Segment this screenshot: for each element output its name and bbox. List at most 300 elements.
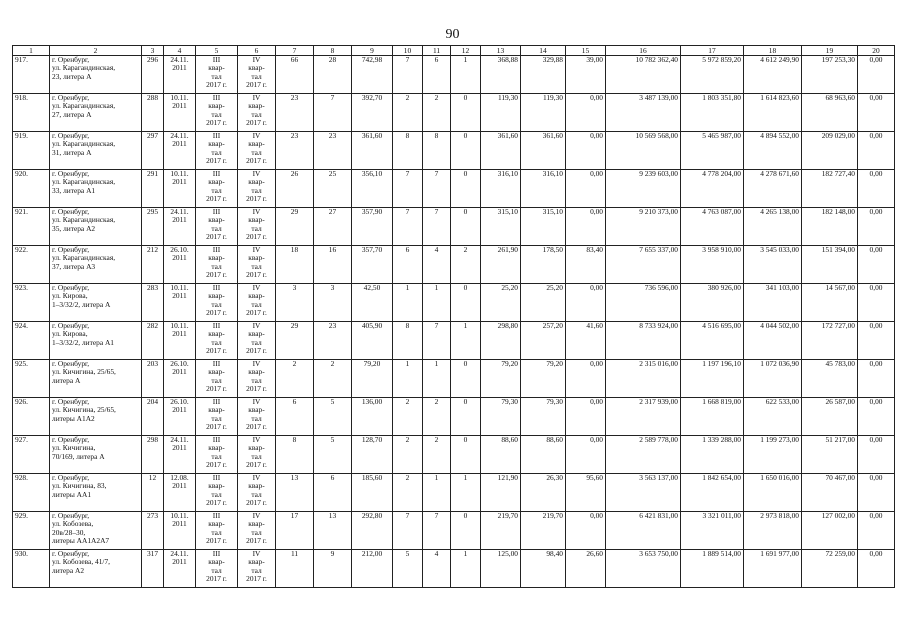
- col-7: 17: [276, 512, 314, 550]
- col-17: 5 465 987,00: [681, 132, 744, 170]
- address-cell-line: 1–3/32/2, литера А: [52, 299, 111, 309]
- table-row: [13, 512, 895, 550]
- quarter-end-cell-line: тал: [251, 413, 262, 423]
- quarter-end-cell-line: 2017 г.: [246, 536, 267, 546]
- col-17: 3 321 011,00: [681, 512, 744, 550]
- quarter-end-cell-line: квар-: [248, 215, 265, 225]
- address-cell-line: литеры АА1А2А7: [52, 536, 110, 546]
- row-number: 927.: [13, 436, 50, 474]
- col-16: 10 569 568,00: [606, 132, 681, 170]
- col-16: 2 589 778,00: [606, 436, 681, 474]
- quarter-end-cell-line: 2017 г.: [246, 156, 267, 166]
- table-row: [13, 246, 895, 284]
- quarter-start-cell-line: тал: [211, 413, 222, 423]
- date-cell-line: 2011: [172, 291, 187, 301]
- quarter-end-cell-line: IV: [252, 169, 261, 178]
- quarter-start-cell-line: 2017 г.: [206, 194, 227, 204]
- col-9: 742,98: [352, 56, 393, 94]
- col-3: 203: [142, 360, 164, 398]
- col-8: 7: [314, 94, 352, 132]
- date-cell: [164, 512, 196, 550]
- col-7: 29: [276, 208, 314, 246]
- col-8: 6: [314, 474, 352, 512]
- col-9: 405,90: [352, 322, 393, 360]
- col-9: 79,20: [352, 360, 393, 398]
- col-10: 2: [393, 94, 423, 132]
- quarter-start-cell-line: тал: [211, 527, 222, 537]
- col-14: 88,60: [521, 436, 566, 474]
- col-3: 295: [142, 208, 164, 246]
- col-15: 0,00: [566, 170, 606, 208]
- col-9: 357,90: [352, 208, 393, 246]
- date-cell-line: 10.11.: [170, 511, 189, 520]
- col-12: 0: [451, 284, 481, 322]
- address-cell: [50, 360, 142, 398]
- date-cell: [164, 436, 196, 474]
- date-cell-line: 24.11.: [170, 131, 189, 140]
- col-10: 2: [393, 398, 423, 436]
- column-number-20: 20: [858, 46, 895, 56]
- col-14: 79,20: [521, 360, 566, 398]
- quarter-end-cell-line: квар-: [248, 443, 265, 453]
- col-18: 1 614 823,60: [744, 94, 802, 132]
- table-row: [13, 94, 895, 132]
- column-number-12: 12: [451, 46, 481, 56]
- date-cell: [164, 322, 196, 360]
- quarter-end-cell: [238, 398, 276, 436]
- quarter-start-cell-line: III: [212, 169, 221, 178]
- quarter-end-cell-line: IV: [252, 359, 261, 368]
- quarter-end-cell-line: IV: [252, 245, 261, 254]
- col-20: 0,00: [858, 398, 895, 436]
- quarter-start-cell-line: квар-: [208, 329, 225, 339]
- col-15: 0,00: [566, 436, 606, 474]
- quarter-end-cell-line: тал: [251, 527, 262, 537]
- address-cell-line: 31, литера А: [52, 147, 92, 157]
- table-row: [13, 550, 895, 588]
- col-20: 0,00: [858, 474, 895, 512]
- col-15: 0,00: [566, 284, 606, 322]
- quarter-end-cell-line: тал: [251, 147, 262, 157]
- quarter-end-cell-line: тал: [251, 375, 262, 385]
- col-15: 83,40: [566, 246, 606, 284]
- row-number: 917.: [13, 56, 50, 94]
- col-13: 315,10: [481, 208, 521, 246]
- row-number: 920.: [13, 170, 50, 208]
- col-18: 4 044 502,00: [744, 322, 802, 360]
- address-cell-line: г. Оренбург,: [52, 359, 90, 368]
- col-15: 26,60: [566, 550, 606, 588]
- col-13: 298,80: [481, 322, 521, 360]
- quarter-start-cell-line: квар-: [208, 557, 225, 567]
- col-14: 178,50: [521, 246, 566, 284]
- date-cell-line: 2011: [172, 329, 187, 339]
- col-18: 1 650 016,00: [744, 474, 802, 512]
- quarter-end-cell: [238, 208, 276, 246]
- date-cell: [164, 360, 196, 398]
- quarter-start-cell-line: тал: [211, 185, 222, 195]
- col-12: 0: [451, 436, 481, 474]
- col-7: 6: [276, 398, 314, 436]
- quarter-start-cell: [196, 208, 238, 246]
- col-8: 9: [314, 550, 352, 588]
- quarter-start-cell-line: III: [212, 245, 221, 254]
- address-cell: [50, 512, 142, 550]
- date-cell: [164, 132, 196, 170]
- col-12: 1: [451, 474, 481, 512]
- quarter-end-cell-line: IV: [252, 473, 261, 482]
- address-cell-line: ул. Кичигина, 83,: [52, 481, 107, 491]
- col-14: 329,88: [521, 56, 566, 94]
- quarter-start-cell-line: III: [212, 359, 221, 368]
- quarter-start-cell-line: квар-: [208, 367, 225, 377]
- table-row: [13, 170, 895, 208]
- col-16: 8 733 924,00: [606, 322, 681, 360]
- quarter-end-cell-line: 2017 г.: [246, 270, 267, 280]
- col-7: 66: [276, 56, 314, 94]
- quarter-start-cell-line: III: [212, 549, 221, 558]
- quarter-end-cell-line: тал: [251, 451, 262, 461]
- col-8: 3: [314, 284, 352, 322]
- column-number-17: 17: [681, 46, 744, 56]
- address-cell-line: г. Оренбург,: [52, 207, 90, 216]
- col-11: 6: [423, 56, 451, 94]
- col-19: 209 029,00: [802, 132, 858, 170]
- col-19: 51 217,00: [802, 436, 858, 474]
- address-cell-line: 37, литера А3: [52, 261, 96, 271]
- quarter-end-cell-line: IV: [252, 435, 261, 444]
- address-cell-line: ул. Кичигина, 25/65,: [52, 405, 116, 415]
- date-cell: [164, 94, 196, 132]
- row-number: 919.: [13, 132, 50, 170]
- address-cell-line: литеры А1А2: [52, 413, 95, 423]
- col-8: 5: [314, 436, 352, 474]
- col-15: 0,00: [566, 360, 606, 398]
- quarter-start-cell: [196, 132, 238, 170]
- quarter-start-cell: [196, 360, 238, 398]
- date-cell-line: 24.11.: [170, 435, 189, 444]
- col-7: 3: [276, 284, 314, 322]
- date-cell-line: 2011: [172, 367, 187, 377]
- col-8: 23: [314, 322, 352, 360]
- col-19: 68 963,60: [802, 94, 858, 132]
- quarter-end-cell-line: IV: [252, 321, 261, 330]
- quarter-start-cell-line: квар-: [208, 101, 225, 111]
- col-15: 41,60: [566, 322, 606, 360]
- date-cell: [164, 284, 196, 322]
- quarter-start-cell-line: III: [212, 321, 221, 330]
- date-cell-line: 10.11.: [170, 169, 189, 178]
- col-9: 356,10: [352, 170, 393, 208]
- date-cell: [164, 474, 196, 512]
- col-12: 1: [451, 322, 481, 360]
- date-cell-line: 24.11.: [170, 207, 189, 216]
- col-18: 1 072 036,90: [744, 360, 802, 398]
- col-17: 3 958 910,00: [681, 246, 744, 284]
- date-cell-line: 12.08.: [170, 473, 189, 482]
- col-10: 7: [393, 56, 423, 94]
- quarter-start-cell-line: квар-: [208, 253, 225, 263]
- address-cell-line: г. Оренбург,: [52, 93, 90, 102]
- table-row: [13, 360, 895, 398]
- quarter-end-cell-line: квар-: [248, 519, 265, 529]
- col-14: 219,70: [521, 512, 566, 550]
- col-19: 197 253,30: [802, 56, 858, 94]
- date-cell: [164, 398, 196, 436]
- col-11: 7: [423, 322, 451, 360]
- col-16: 7 655 337,00: [606, 246, 681, 284]
- date-cell: [164, 246, 196, 284]
- col-13: 316,10: [481, 170, 521, 208]
- col-10: 8: [393, 322, 423, 360]
- row-number: 918.: [13, 94, 50, 132]
- col-14: 315,10: [521, 208, 566, 246]
- column-number-4: 4: [164, 46, 196, 56]
- col-8: 13: [314, 512, 352, 550]
- quarter-start-cell: [196, 94, 238, 132]
- table-row: [13, 132, 895, 170]
- col-16: 3 487 139,00: [606, 94, 681, 132]
- address-cell-line: г. Оренбург,: [52, 245, 90, 254]
- quarter-start-cell-line: 2017 г.: [206, 346, 227, 356]
- col-9: 292,80: [352, 512, 393, 550]
- col-18: 4 278 671,60: [744, 170, 802, 208]
- col-16: 6 421 831,00: [606, 512, 681, 550]
- col-7: 11: [276, 550, 314, 588]
- col-20: 0,00: [858, 132, 895, 170]
- quarter-end-cell-line: IV: [252, 511, 261, 520]
- col-18: 4 894 552,00: [744, 132, 802, 170]
- address-cell-line: литера А2: [52, 565, 85, 575]
- column-number-row: [13, 46, 895, 56]
- col-3: 288: [142, 94, 164, 132]
- col-12: 0: [451, 170, 481, 208]
- row-number: 930.: [13, 550, 50, 588]
- quarter-start-cell-line: тал: [211, 109, 222, 119]
- col-12: 1: [451, 550, 481, 588]
- quarter-start-cell-line: 2017 г.: [206, 270, 227, 280]
- address-cell: [50, 436, 142, 474]
- col-12: 0: [451, 398, 481, 436]
- col-3: 273: [142, 512, 164, 550]
- quarter-start-cell-line: III: [212, 511, 221, 520]
- quarter-end-cell-line: квар-: [248, 177, 265, 187]
- col-16: 10 782 362,40: [606, 56, 681, 94]
- col-3: 298: [142, 436, 164, 474]
- col-13: 119,30: [481, 94, 521, 132]
- quarter-end-cell-line: тал: [251, 565, 262, 575]
- address-cell-line: г. Оренбург,: [52, 397, 90, 406]
- table-row: [13, 398, 895, 436]
- quarter-start-cell-line: тал: [211, 375, 222, 385]
- quarter-start-cell-line: 2017 г.: [206, 308, 227, 318]
- quarter-start-cell-line: тал: [211, 261, 222, 271]
- table-row: [13, 436, 895, 474]
- address-cell-line: ул. Карагандинская,: [52, 101, 116, 111]
- col-11: 2: [423, 398, 451, 436]
- col-15: 0,00: [566, 132, 606, 170]
- col-7: 18: [276, 246, 314, 284]
- col-7: 23: [276, 94, 314, 132]
- col-9: 128,70: [352, 436, 393, 474]
- col-7: 8: [276, 436, 314, 474]
- address-cell-line: литера А: [52, 375, 81, 385]
- col-11: 4: [423, 246, 451, 284]
- address-cell: [50, 94, 142, 132]
- quarter-start-cell-line: тал: [211, 147, 222, 157]
- address-cell: [50, 56, 142, 94]
- col-7: 2: [276, 360, 314, 398]
- col-10: 7: [393, 512, 423, 550]
- date-cell-line: 2011: [172, 139, 187, 149]
- quarter-start-cell-line: квар-: [208, 63, 225, 73]
- column-number-7: 7: [276, 46, 314, 56]
- col-11: 1: [423, 284, 451, 322]
- date-cell-line: 24.11.: [170, 55, 189, 64]
- address-cell-line: ул. Кичигина, 25/65,: [52, 367, 116, 377]
- quarter-end-cell-line: 2017 г.: [246, 498, 267, 508]
- col-8: 2: [314, 360, 352, 398]
- quarter-start-cell-line: 2017 г.: [206, 422, 227, 432]
- quarter-end-cell-line: тал: [251, 71, 262, 81]
- col-11: 2: [423, 94, 451, 132]
- address-cell: [50, 322, 142, 360]
- col-19: 26 587,00: [802, 398, 858, 436]
- housing-table: [12, 45, 895, 588]
- date-cell-line: 2011: [172, 215, 187, 225]
- col-10: 6: [393, 246, 423, 284]
- quarter-end-cell: [238, 132, 276, 170]
- quarter-start-cell-line: III: [212, 207, 221, 216]
- col-17: 1 339 288,00: [681, 436, 744, 474]
- col-13: 219,70: [481, 512, 521, 550]
- quarter-start-cell-line: тал: [211, 451, 222, 461]
- col-7: 26: [276, 170, 314, 208]
- quarter-end-cell: [238, 322, 276, 360]
- date-cell-line: 2011: [172, 253, 187, 263]
- date-cell: [164, 170, 196, 208]
- col-17: 5 972 859,20: [681, 56, 744, 94]
- address-cell-line: 27, литера А: [52, 109, 92, 119]
- quarter-end-cell: [238, 474, 276, 512]
- quarter-start-cell-line: 2017 г.: [206, 574, 227, 584]
- col-9: 361,60: [352, 132, 393, 170]
- col-12: 0: [451, 132, 481, 170]
- address-cell-line: ул. Карагандинская,: [52, 63, 116, 73]
- col-15: 95,60: [566, 474, 606, 512]
- col-19: 45 783,00: [802, 360, 858, 398]
- address-cell-line: 70/169, литера А: [52, 451, 105, 461]
- col-12: 0: [451, 94, 481, 132]
- quarter-end-cell: [238, 284, 276, 322]
- col-13: 25,20: [481, 284, 521, 322]
- column-number-16: 16: [606, 46, 681, 56]
- col-17: 1 197 196,10: [681, 360, 744, 398]
- date-cell-line: 26.10.: [170, 245, 189, 254]
- col-17: 1 668 819,00: [681, 398, 744, 436]
- address-cell-line: ул. Карагандинская,: [52, 215, 116, 225]
- col-14: 257,20: [521, 322, 566, 360]
- table-row: [13, 208, 895, 246]
- col-15: 0,00: [566, 94, 606, 132]
- quarter-end-cell-line: 2017 г.: [246, 194, 267, 204]
- col-12: 1: [451, 56, 481, 94]
- quarter-end-cell: [238, 56, 276, 94]
- quarter-end-cell: [238, 170, 276, 208]
- quarter-end-cell-line: 2017 г.: [246, 460, 267, 470]
- col-16: 3 653 750,00: [606, 550, 681, 588]
- quarter-start-cell-line: 2017 г.: [206, 232, 227, 242]
- date-cell-line: 2011: [172, 519, 187, 529]
- col-15: 0,00: [566, 512, 606, 550]
- address-cell-line: ул. Кобозева, 41/7,: [52, 557, 111, 567]
- quarter-start-cell: [196, 550, 238, 588]
- col-18: 4 265 138,00: [744, 208, 802, 246]
- date-cell-line: 2011: [172, 481, 187, 491]
- quarter-end-cell-line: тал: [251, 185, 262, 195]
- quarter-start-cell-line: тал: [211, 337, 222, 347]
- address-cell: [50, 170, 142, 208]
- col-16: 2 315 016,00: [606, 360, 681, 398]
- address-cell-line: литеры АА1: [52, 489, 92, 499]
- col-7: 29: [276, 322, 314, 360]
- page-number: 90: [445, 27, 460, 42]
- quarter-end-cell-line: тал: [251, 261, 262, 271]
- col-18: 341 103,00: [744, 284, 802, 322]
- col-11: 2: [423, 436, 451, 474]
- row-number: 925.: [13, 360, 50, 398]
- address-cell-line: 1–3/32/2, литера А1: [52, 337, 114, 347]
- column-number-19: 19: [802, 46, 858, 56]
- col-17: 4 763 087,00: [681, 208, 744, 246]
- quarter-start-cell-line: III: [212, 397, 221, 406]
- col-19: 151 394,00: [802, 246, 858, 284]
- quarter-end-cell-line: тал: [251, 223, 262, 233]
- quarter-start-cell-line: III: [212, 131, 221, 140]
- col-8: 5: [314, 398, 352, 436]
- col-12: 0: [451, 360, 481, 398]
- quarter-end-cell-line: IV: [252, 397, 261, 406]
- quarter-start-cell-line: квар-: [208, 139, 225, 149]
- col-10: 7: [393, 170, 423, 208]
- col-10: 2: [393, 474, 423, 512]
- col-19: 172 727,00: [802, 322, 858, 360]
- col-17: 1 803 351,80: [681, 94, 744, 132]
- address-cell-line: ул. Кирова,: [52, 291, 88, 301]
- col-18: 4 612 249,90: [744, 56, 802, 94]
- quarter-end-cell-line: квар-: [248, 101, 265, 111]
- address-cell-line: г. Оренбург,: [52, 131, 90, 140]
- address-cell-line: 35, литера А2: [52, 223, 96, 233]
- col-11: 7: [423, 208, 451, 246]
- quarter-start-cell-line: 2017 г.: [206, 536, 227, 546]
- col-20: 0,00: [858, 170, 895, 208]
- col-8: 25: [314, 170, 352, 208]
- col-15: 0,00: [566, 398, 606, 436]
- address-cell-line: ул. Карагандинская,: [52, 139, 116, 149]
- table-row: [13, 56, 895, 94]
- col-16: 9 210 373,00: [606, 208, 681, 246]
- date-cell-line: 2011: [172, 405, 187, 415]
- quarter-start-cell-line: 2017 г.: [206, 118, 227, 128]
- col-11: 8: [423, 132, 451, 170]
- row-number: 922.: [13, 246, 50, 284]
- col-14: 119,30: [521, 94, 566, 132]
- quarter-start-cell-line: квар-: [208, 443, 225, 453]
- date-cell-line: 2011: [172, 63, 187, 73]
- quarter-start-cell: [196, 284, 238, 322]
- quarter-end-cell-line: тал: [251, 337, 262, 347]
